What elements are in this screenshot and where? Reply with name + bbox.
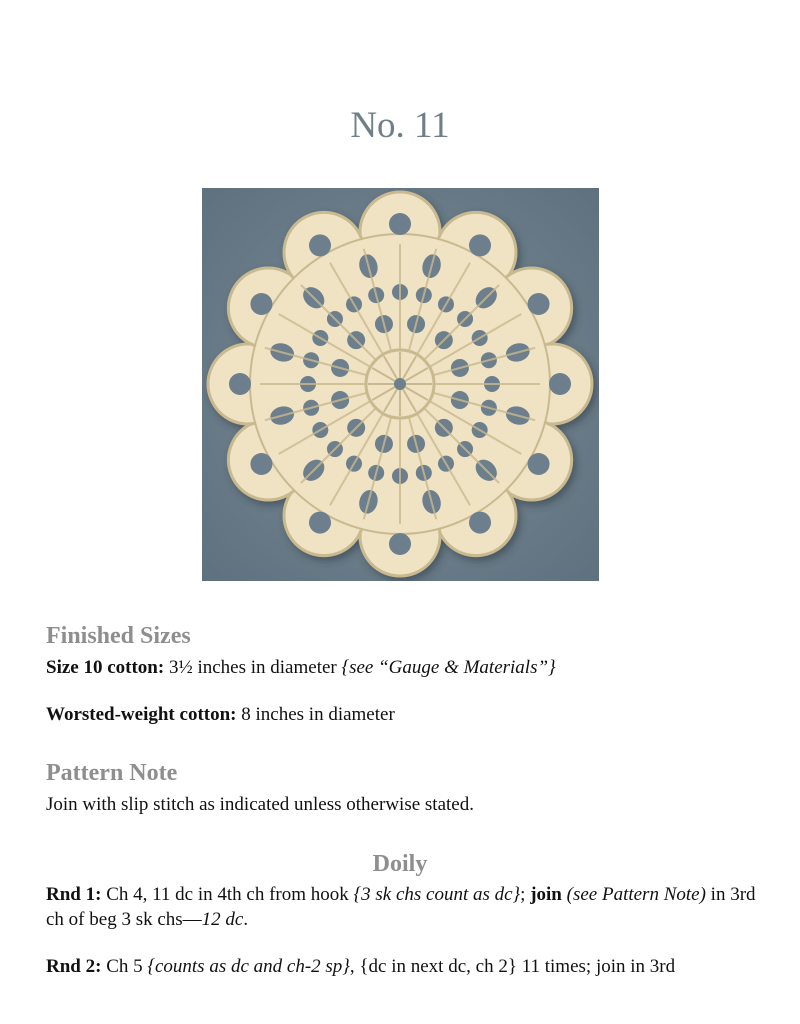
rnd1-italic-1: {3 sk chs count as dc} xyxy=(353,884,521,905)
rnd2-label: Rnd 2: xyxy=(46,956,102,977)
rnd1-italic-3: 12 dc xyxy=(201,909,244,930)
doily-petal-hole xyxy=(528,453,550,475)
rnd1-text-1: Ch 4, 11 dc in 4th ch from hook xyxy=(101,884,354,905)
doily-petal-hole xyxy=(549,373,571,395)
rnd1-text-5: . xyxy=(243,909,249,930)
pattern-note-heading: Pattern Note xyxy=(46,760,178,786)
doily-petal-hole xyxy=(469,512,491,534)
doily-petal-hole xyxy=(229,373,251,395)
size10-note: {see “Gauge & Materials”} xyxy=(341,657,556,678)
worsted-line xyxy=(46,702,756,727)
rnd1-text-4: in 3rd ch of beg 3 sk chs— xyxy=(46,884,756,930)
doily-heading: Doily xyxy=(372,851,428,877)
rnd1-join: join xyxy=(530,884,562,905)
worsted-text: 8 inches in diameter xyxy=(236,704,395,725)
rnd1-label: Rnd 1: xyxy=(46,884,102,905)
size10-label: Size 10 cotton: xyxy=(46,657,165,678)
doily-petal-hole xyxy=(528,293,550,315)
doily-photo xyxy=(202,188,599,581)
rnd1-italic-2: (see Pattern Note) xyxy=(566,884,706,905)
rnd1-text-2: ; xyxy=(520,884,531,905)
rnd2-italic-1: {counts as dc and ch-2 sp} xyxy=(147,956,350,977)
page-title: No. 11 xyxy=(350,105,450,146)
doily-petal-hole xyxy=(250,453,272,475)
rnd2-text-2: , {dc in next dc, ch 2} 11 times; join in 3rd xyxy=(349,956,676,977)
rnd1-paragraph xyxy=(46,882,756,932)
doily-petal-hole xyxy=(469,234,491,256)
doily-illustration xyxy=(202,188,599,581)
pattern-note-text: Join with slip stitch as indicated unless otherwise stated. xyxy=(46,794,474,815)
rnd2-paragraph xyxy=(46,954,756,979)
rnd2-text-1: Ch 5 xyxy=(101,956,148,977)
finished-sizes-heading: Finished Sizes xyxy=(46,623,191,649)
worsted-label: Worsted-weight cotton: xyxy=(46,704,237,725)
doily-petal-hole xyxy=(250,293,272,315)
doily-petal-hole xyxy=(389,213,411,235)
doily-petal-hole xyxy=(309,234,331,256)
doily-center-hole xyxy=(394,378,406,390)
doily-petal-hole xyxy=(389,533,411,555)
size10-line xyxy=(46,655,756,680)
size10-text: 3½ inches in diameter xyxy=(164,657,342,678)
doily-petal-hole xyxy=(309,512,331,534)
